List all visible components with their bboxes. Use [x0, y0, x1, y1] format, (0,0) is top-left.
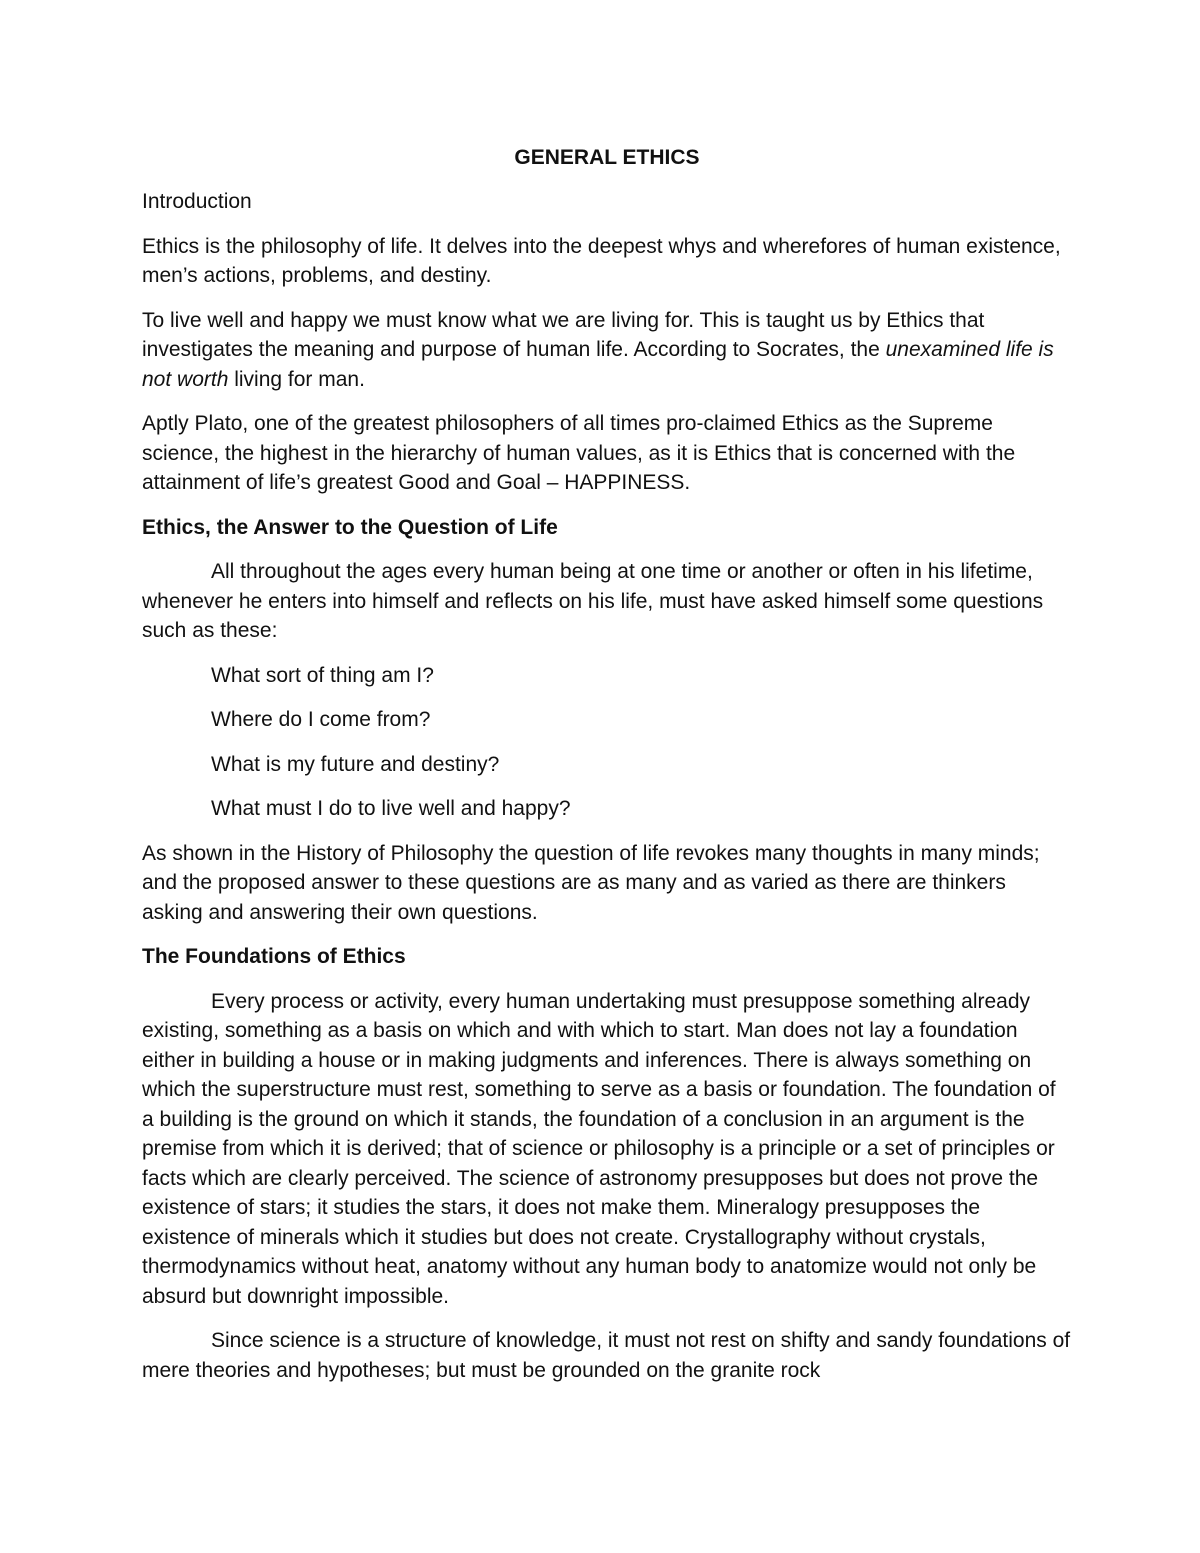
question-item: What is my future and destiny?	[211, 752, 500, 776]
question-item: What must I do to live well and happy?	[211, 797, 571, 820]
question-item: Where do I come from?	[211, 708, 431, 731]
section-heading-question-of-life: Ethics, the Answer to the Question of Life	[142, 515, 558, 539]
intro-paragraph-2-start: To live well and happy we must know what we are living for. This is taught us by Ethics that investigates the meaning and purpose of human life. According to Socrates, the	[142, 308, 985, 361]
intro-paragraph-2	[142, 306, 1072, 395]
document-body	[142, 143, 1072, 1400]
document-title: GENERAL ETHICS	[514, 146, 700, 169]
section-heading-foundations: The Foundations of Ethics	[142, 945, 406, 968]
intro-paragraph-2-end: living for man.	[228, 367, 365, 391]
intro-paragraph-3: Aptly Plato, one of the greatest philosophers of all times pro-claimed Ethics as the Supreme science, the highest in the hierarchy of human values, as it is Ethics that is concerned with the attainment of life’s greatest Good and Goal – HAPPINESS.	[142, 412, 1016, 494]
intro-paragraph-1: Ethics is the philosophy of life. It delves into the deepest whys and wherefores of human existence, men’s actions, problems, and destiny.	[142, 234, 1061, 287]
section2-paragraph-1: Every process or activity, every human undertaking must presuppose something already existing, something as a basis on which and with which to start. Man does not lay a foundation either in building a house or in making judgments and inferences. There is always something on which the superstructure must rest, something to serve as a basis or foundation. The foundation of a building is the ground on which it stands, the foundation of a conclusion in an argument is the premise from which it is derived; that of science or philosophy is a principle or a set of principles or facts which are clearly perceived. The science of astronomy presupposes but does not prove the existence of stars; it studies the stars, it does not make them. Mineralogy presupposes the existence of minerals which it studies but does not create. Crystallography without crystals, thermodynamics without heat, anatomy without any human body to anatomize would not only be absurd but downright impossible.	[142, 989, 1056, 1308]
question-item: What sort of thing am I?	[211, 663, 434, 687]
intro-heading: Introduction	[142, 190, 252, 213]
socrates-quote: unexamined life is not worth	[142, 338, 1054, 391]
section1-paragraph-2: As shown in the History of Philosophy the question of life revokes many thoughts in many minds; and the proposed answer to these questions are as many and as varied as there are thinkers asking and answering their own questions.	[142, 841, 1040, 924]
section2-paragraph-2: Since science is a structure of knowledge, it must not rest on shifty and sandy foundations of mere theories and hypotheses; but must be grounded on the granite rock	[142, 1329, 1071, 1382]
section1-paragraph-1: All throughout the ages every human being at one time or another or often in his lifetime, whenever he enters into himself and reflects on his life, must have asked himself some questions such as these:	[142, 560, 1044, 642]
